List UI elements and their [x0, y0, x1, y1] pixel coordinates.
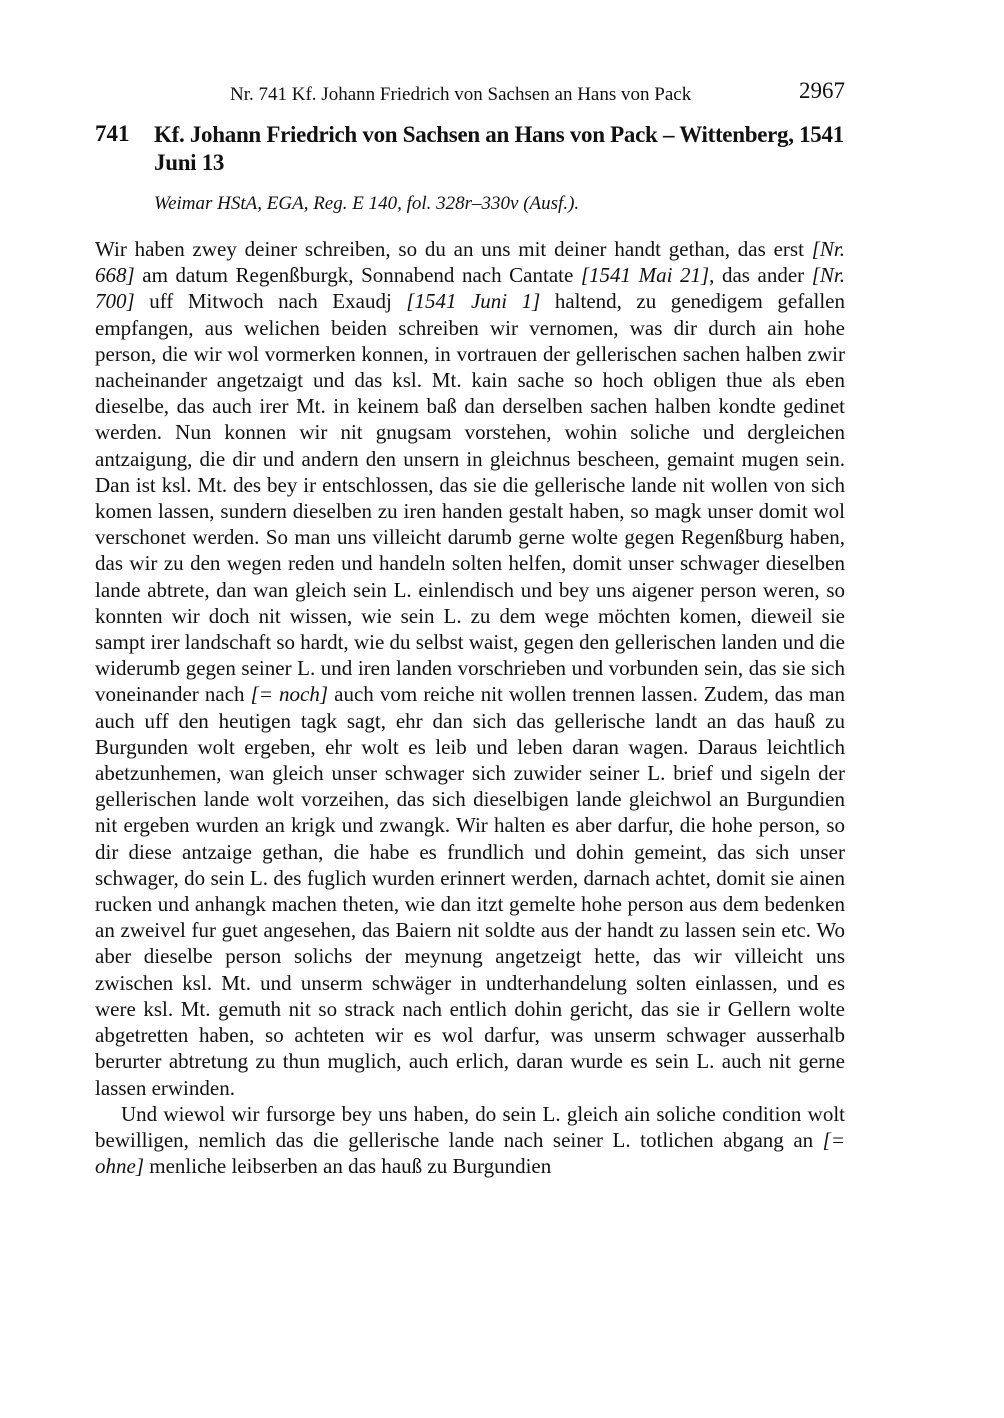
source-note: Weimar HStA, EGA, Reg. E 140, fol. 328r–330v (Ausf.).	[154, 193, 580, 214]
text-run: haltend, zu genedigem gefallen empfangen, aus welichen beiden schreiben wir vernomen, was dir durch ain hohe person, die wir wol vormerken konnen, in vortrauen der gellerischen sachen halben zwir nacheinander angetzaigt und das ksl. Mt. kain sache so hoch obligen thue als eben dieselbe, das auch irer Mt. in keinem baß dan derselben sachen halben kondte gedinet werden. Nun konnen wir nit gnugsam vorstehen, wohin soliche und dergleichen antzaigung, die dir und andern den unsern in gleichnus bescheen, gemaint mugen sein. Dan ist ksl. Mt. des bey ir entschlossen, das sie die gellerische lande nit wollen von sich komen lassen, sundern dieselben zu iren handen gestalt haben, so magk unser domit wol verschonet werden. So man uns villeicht darumb gerne wolte gegen Regenßburg haben, das wir zu den wegen reden und handeln solten helfen, domit unser schwager dieselben lande abtrete, dan wan gleich sein L. einlendisch und bey uns aigener person weren, so konnten wir doch nit wissen, wie sein L. zu dem wege möchten komen, dieweil sie sampt irer landschaft so hardt, wie du selbst waist, gegen den gellerischen landen und die widerumb gegen seiner L. und iren landen vorschrieben und vorbunden sein, das sie sich voneinander nach	[95, 289, 846, 707]
document-title: Kf. Johann Friedrich von Sachsen an Hans von Pack – Wittenberg, 1541 Juni 13	[154, 122, 844, 175]
document-number: 741	[95, 121, 130, 146]
text-run: auch vom reiche nit wollen trennen lassen. Zudem, das man auch uff den heutigen tagk sagt, ehr dan sich das gellerische landt an das hauß zu Burgunden wolt ergeben, ehr wolt es leib und leben daran wagen. Daraus leichtlich abetzunhemen, wan gleich unser schwager sich zuwider seiner L. brief und sigeln der gellerischen lande wolt vorzeihen, das sich dieselbigen lande gleichwol an Burgundien nit ergeben wurden an krigk und zwangk. Wir halten es aber darfur, die hohe person, so dir diese antzaige gethan, die habe es frundlich und dohin gemeint, das sich unser schwager, do sein L. des fuglich wurden erinnert werden, darnach achtet, domit sie ainen rucken und anhangk machen theten, wie dan itzt gemelte hohe person aus dem bedenken an zweivel fur guet angesehen, das Baiern nit soldte aus der handt zu lassen sein etc. Wo aber dieselbe person solichs der meynung angetzeigt hette, das wir villeicht uns zwischen ksl. Mt. und unserm schwäger in undterhandelung solten einlassen, und es were ksl. Mt. gemuth nit so strack nach entlich dohin gericht, das sie ir Gellern wolte abgetretten haben, so achteten wir es wol darfur, was unserm schwager ausserhalb berurter abtretung zu thun muglich, auch erlich, daran wurde es sein L. auch nit gerne lassen erwinden.	[95, 682, 845, 1100]
text-run: am datum Regenßburgk, Sonnabend nach Cantate	[134, 263, 581, 288]
text-run: , das ander	[709, 263, 812, 288]
editorial-gloss: [= noch]	[250, 682, 329, 707]
text-run: menliche leibserben an das hauß zu Burgundien	[144, 1154, 552, 1179]
body-text	[95, 236, 845, 1179]
paragraph-1	[95, 236, 845, 1101]
running-head	[95, 78, 845, 108]
text-run: Wir haben zwey deiner schreiben, so du an uns mit deiner handt gethan, das erst	[95, 237, 812, 261]
page-number: 2967	[799, 78, 845, 103]
text-run: Und wiewol wir fursorge bey uns haben, do sein L. gleich ain soliche condition wolt bewilligen, nemlich das die gellerische lande nach seiner L. totlichen abgang an	[95, 1101, 845, 1152]
editorial-date: [1541 Juni 1]	[406, 289, 541, 314]
editorial-gloss: [= ohne]	[95, 1127, 845, 1179]
editorial-reference: [Nr. 668]	[95, 237, 845, 288]
editorial-reference: [Nr. 700]	[95, 263, 845, 314]
document-page	[95, 0, 845, 1418]
text-run: uff Mitwoch nach Exaudj	[134, 289, 407, 314]
running-head-title: Nr. 741 Kf. Johann Friedrich von Sachsen an Hans von Pack	[230, 84, 692, 105]
editorial-date: [1541 Mai 21]	[580, 263, 710, 288]
paragraph-2	[95, 1101, 845, 1180]
